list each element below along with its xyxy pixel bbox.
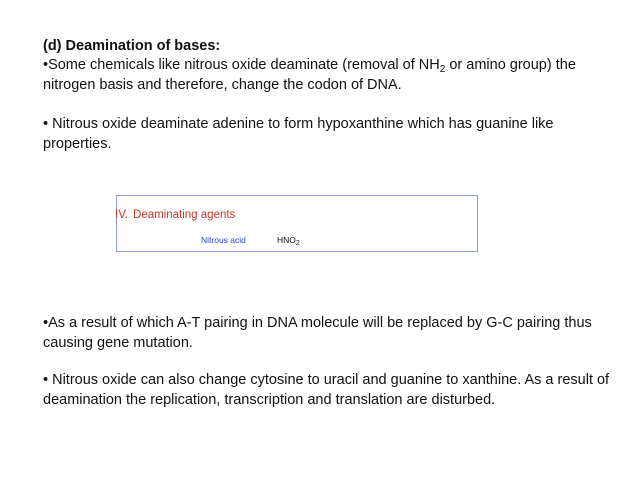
p1-text-after: or amino group) the nitrogen basis and therefore, change the codon of DNA. (43, 57, 576, 93)
paragraph-deamination-definition (43, 55, 613, 95)
figure-title (115, 209, 235, 221)
figure-roman-numeral: IV. (115, 209, 129, 221)
p1-text-before: •Some chemicals like nitrous oxide deaminate (removal of NH (43, 57, 440, 73)
paragraph-pairing-mutation: •As a result of which A-T pairing in DNA molecule will be replaced by G-C pairing thus causing gene mutation. (43, 315, 592, 351)
paragraph-cytosine-uracil: • Nitrous oxide can also change cytosine to uracil and guanine to xanthine. As a result of deamination the replication, transcription and translation are disturbed. (43, 372, 610, 408)
figure-formula-subscript: 2 (295, 240, 300, 247)
p1-subscript: 2 (439, 64, 446, 75)
figure-formula (277, 235, 300, 245)
figure-title-text: Deaminating agents (133, 209, 236, 221)
paragraph-adenine-hypoxanthine: • Nitrous oxide deaminate adenine to form hypoxanthine which has guanine like properties. (43, 116, 554, 152)
deaminating-agents-figure (116, 195, 478, 252)
figure-formula-main: HNO (277, 235, 296, 245)
figure-agent-label: Nitrous acid (201, 235, 246, 245)
section-heading: (d) Deamination of bases: (43, 38, 221, 54)
